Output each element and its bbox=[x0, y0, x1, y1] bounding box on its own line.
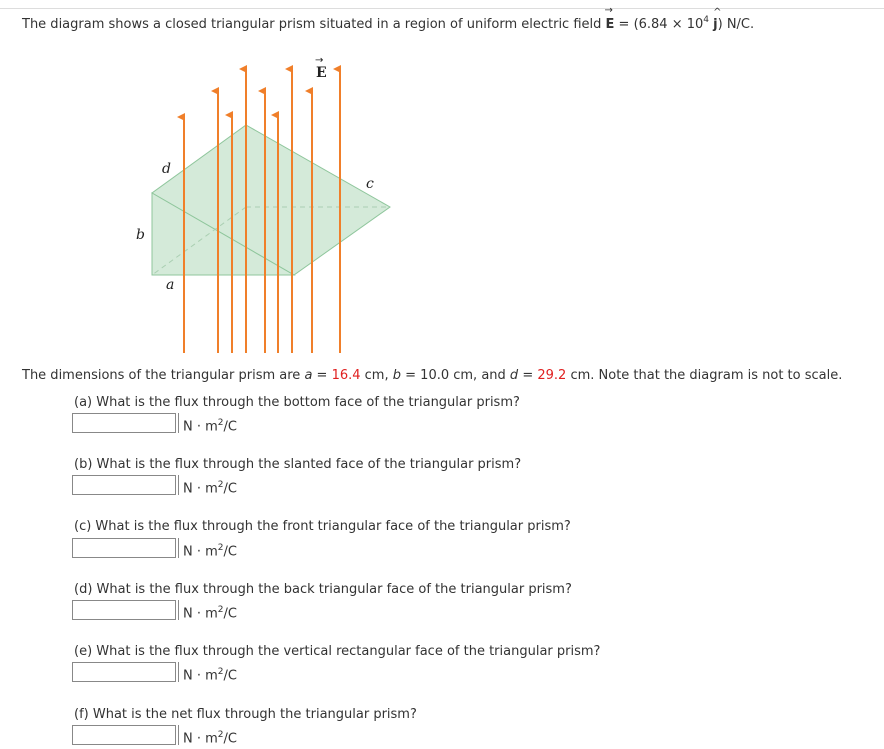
question-a-label: (a) What is the flux through the bottom face of the triangular prism? bbox=[74, 395, 520, 410]
question-e-label: (e) What is the flux through the vertical rectangular face of the triangular prism? bbox=[74, 644, 601, 659]
value-a: 16.4 bbox=[331, 368, 361, 383]
prism-diagram bbox=[120, 55, 410, 355]
unit-label: $N \cdot m^2/C$ bbox=[178, 662, 237, 682]
E-vector-arrow: → bbox=[315, 55, 324, 66]
dimensions-statement: The dimensions of the triangular prism are a = 16.4 cm, b = 10.0 cm, and d = 29.2 cm. Note that the diagram is not to scale. bbox=[22, 368, 843, 383]
problem-statement: The diagram shows a closed triangular prism situated in a region of uniform electric field → $E = (6.84 \times 10^4$ ^ j) N/C. bbox=[22, 17, 754, 32]
answer-e-input[interactable] bbox=[72, 662, 176, 682]
unit-label: $N \cdot m^2/C$ bbox=[178, 475, 237, 495]
label-E: E bbox=[316, 65, 327, 81]
question-c-label: (c) What is the flux through the front triangular face of the triangular prism? bbox=[74, 519, 571, 534]
label-a: a bbox=[166, 277, 175, 293]
top-divider bbox=[0, 8, 884, 9]
unit-vector-j: ^ j bbox=[713, 17, 717, 32]
field-symbol: → E bbox=[606, 17, 615, 32]
label-c: c bbox=[366, 176, 374, 192]
unit-label: $N \cdot m^2/C$ bbox=[178, 600, 237, 620]
question-b-label: (b) What is the flux through the slanted face of the triangular prism? bbox=[74, 457, 522, 472]
answer-b-input[interactable] bbox=[72, 475, 176, 495]
unit-label: $N \cdot m^2/C$ bbox=[178, 725, 237, 745]
question-f-label: (f) What is the net flux through the triangular prism? bbox=[74, 707, 417, 722]
answer-a-input[interactable] bbox=[72, 413, 176, 433]
question-d-label: (d) What is the flux through the back triangular face of the triangular prism? bbox=[74, 582, 572, 597]
unit-label: $N \cdot m^2/C$ bbox=[178, 413, 237, 433]
answer-d-input[interactable] bbox=[72, 600, 176, 620]
answer-f-input[interactable] bbox=[72, 725, 176, 745]
value-d: 29.2 bbox=[537, 368, 567, 383]
label-d: d bbox=[162, 161, 171, 177]
label-b: b bbox=[136, 227, 145, 243]
answer-c-input[interactable] bbox=[72, 538, 176, 558]
unit-label: $N \cdot m^2/C$ bbox=[178, 538, 237, 558]
